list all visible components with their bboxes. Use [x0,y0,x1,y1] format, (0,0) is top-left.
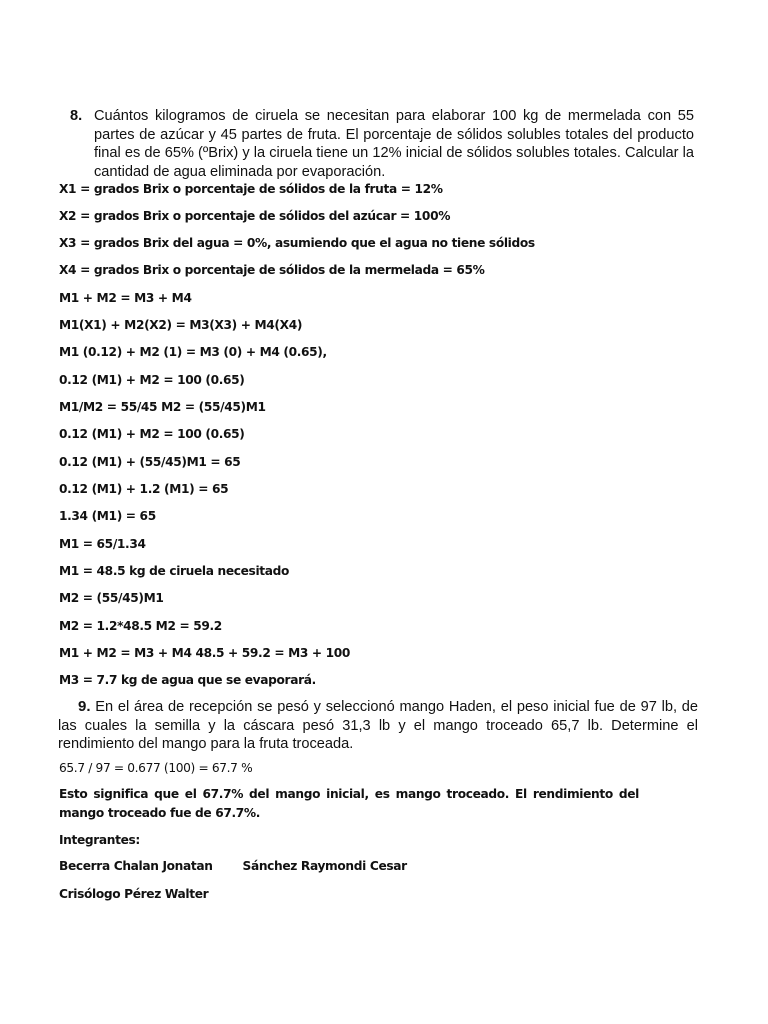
problem-9-text: En el área de recepción se pesó y seleccionó mango Haden, el peso inicial fue de 97 lb, de las cuales la semilla y la cáscara pesó 31,3 lb y el mango troceado 65,7 lb. Determine el rendimiento del mango para la fruta troceada. [58,699,698,752]
solution-8-line-18: M1 + M2 = M3 + M4 48.5 + 59.2 = M3 + 100 [59,646,351,660]
solution-9-conclusion: Esto significa que el 67.7% del mango inicial, es mango troceado. El rendimiento del mango troceado fue de 67.7%. [59,787,639,820]
member-name: Sánchez Raymondi Cesar [242,859,407,873]
solution-9-calculation: 65.7 / 97 = 0.677 (100) = 67.7 % [59,761,253,775]
solution-8-line-7: M1 (0.12) + M2 (1) = M3 (0) + M4 (0.65), [59,345,327,359]
member-name: Crisólogo Pérez Walter [59,887,209,901]
members-heading: Integrantes: [59,833,140,847]
solution-8-line-15: M1 = 48.5 kg de ciruela necesitado [59,564,290,578]
solution-8-line-9: M1/M2 = 55/45 M2 = (55/45)M1 [59,400,266,414]
solution-8-line-14: M1 = 65/1.34 [59,537,146,551]
solution-8-line-13: 1.34 (M1) = 65 [59,509,156,523]
problem-9-number: 9. [78,698,91,715]
member-name: Becerra Chalan Jonatan [59,859,213,873]
solution-8-line-16: M2 = (55/45)M1 [59,591,164,605]
solution-8-line-10: 0.12 (M1) + M2 = 100 (0.65) [59,427,245,441]
solution-8-line-12: 0.12 (M1) + 1.2 (M1) = 65 [59,482,229,496]
solution-8-line-3: X3 = grados Brix del agua = 0%, asumiendo que el agua no tiene sólidos [59,236,535,250]
problem-8-number: 8. [70,108,83,124]
solution-8-line-19: M3 = 7.7 kg de agua que se evaporará. [59,673,316,687]
members-row-1 [59,858,709,874]
problem-8-statement: Cuántos kilogramos de ciruela se necesitan para elaborar 100 kg de mermelada con 55 partes de azúcar y 45 partes de fruta. El porcentaje de sólidos solubles totales del producto final es de 65% (ºBrix) y la ciruela tiene un 12% inicial de sólidos solubles totales. Calcular la cantidad de agua eliminada por evaporación. [94,108,694,180]
problem-9-statement [58,698,698,754]
solution-8-line-8: 0.12 (M1) + M2 = 100 (0.65) [59,373,245,387]
solution-8-line-1: X1 = grados Brix o porcentaje de sólidos de la fruta = 12% [59,182,443,196]
solution-8-line-17: M2 = 1.2*48.5 M2 = 59.2 [59,619,222,633]
solution-8-line-2: X2 = grados Brix o porcentaje de sólidos del azúcar = 100% [59,209,451,223]
solution-8-line-6: M1(X1) + M2(X2) = M3(X3) + M4(X4) [59,318,303,332]
solution-8-line-4: X4 = grados Brix o porcentaje de sólidos de la mermelada = 65% [59,263,485,277]
solution-8-line-11: 0.12 (M1) + (55/45)M1 = 65 [59,455,241,469]
solution-8-line-5: M1 + M2 = M3 + M4 [59,291,192,305]
